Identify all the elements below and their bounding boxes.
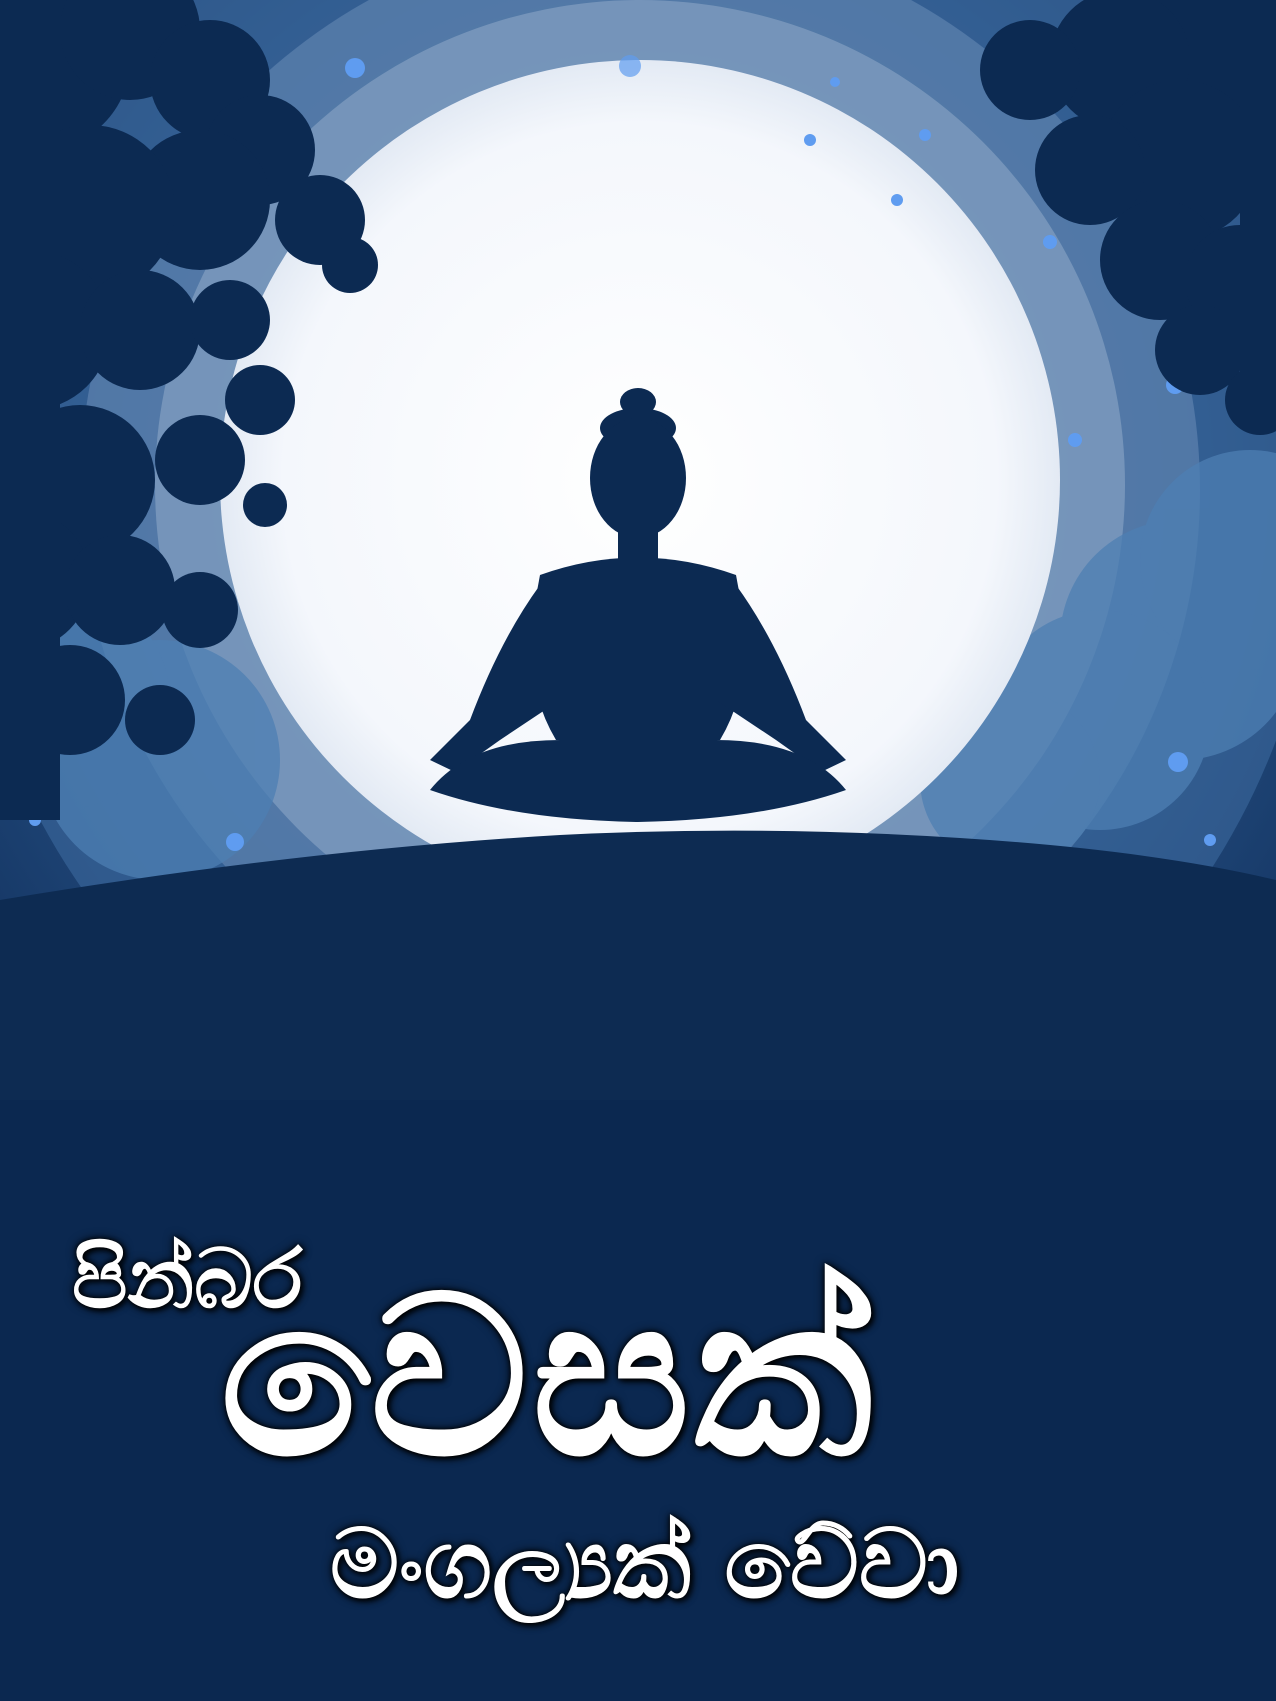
greeting-line-bottom: මංගල්‍යක් වේවා xyxy=(330,1508,960,1620)
greeting-title-vesak: වෙසක් xyxy=(220,1249,877,1505)
greeting-line-top: පින්බර xyxy=(72,1232,303,1327)
